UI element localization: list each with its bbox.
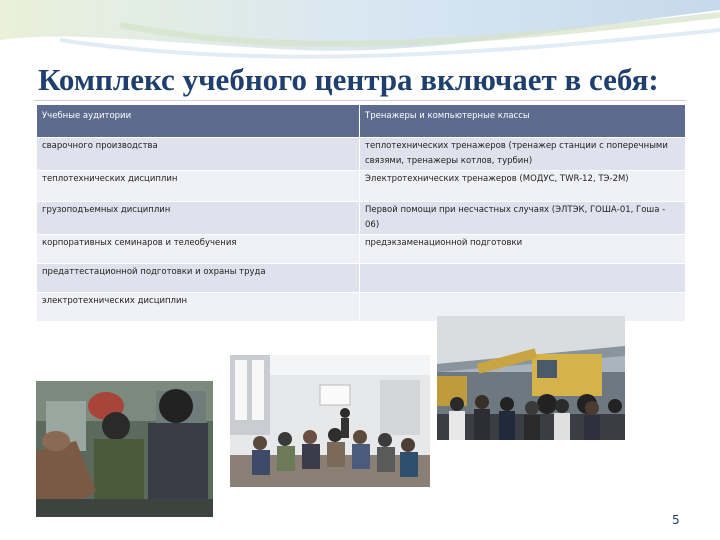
table-cell: электротехнических дисциплин	[37, 293, 360, 322]
table-cell	[360, 264, 686, 293]
table-row	[37, 202, 686, 235]
table-cell: теплотехнических дисциплин	[37, 171, 360, 202]
table-row	[37, 264, 686, 293]
table-cell: предаттестационной подготовки и охраны труда	[37, 264, 360, 293]
welding-workshop-photo	[36, 381, 213, 517]
table-cell: Электротехнических тренажеров (МОДУС, TWR-12, ТЭ-2М)	[360, 171, 686, 202]
page-number: 5	[672, 513, 680, 527]
table-row	[37, 235, 686, 264]
table-row	[37, 171, 686, 202]
seminar-room-photo	[230, 355, 430, 487]
facilities-table	[36, 104, 686, 322]
table-header-row	[37, 105, 686, 138]
crane-training-photo	[437, 316, 625, 440]
slide-title: Комплекс учебного центра включает в себя:	[38, 62, 659, 97]
table-cell: сварочного производства	[37, 138, 360, 171]
table-cell: корпоративных семинаров и телеобучения	[37, 235, 360, 264]
title-divider	[34, 100, 686, 101]
header-simulators: Тренажеры и компьютерные классы	[360, 105, 686, 138]
table-cell: предэкзаменационной подготовки	[360, 235, 686, 264]
table-cell: теплотехнических тренажеров (тренажер станции с поперечными связями, тренажеры котлов, турбин)	[360, 138, 686, 171]
table-row	[37, 138, 686, 171]
table-cell: грузоподъемных дисциплин	[37, 202, 360, 235]
header-classrooms: Учебные аудитории	[37, 105, 360, 138]
table-cell: Первой помощи при несчастных случаях (ЭЛТЭК, ГОША-01, Гоша - 06)	[360, 202, 686, 235]
